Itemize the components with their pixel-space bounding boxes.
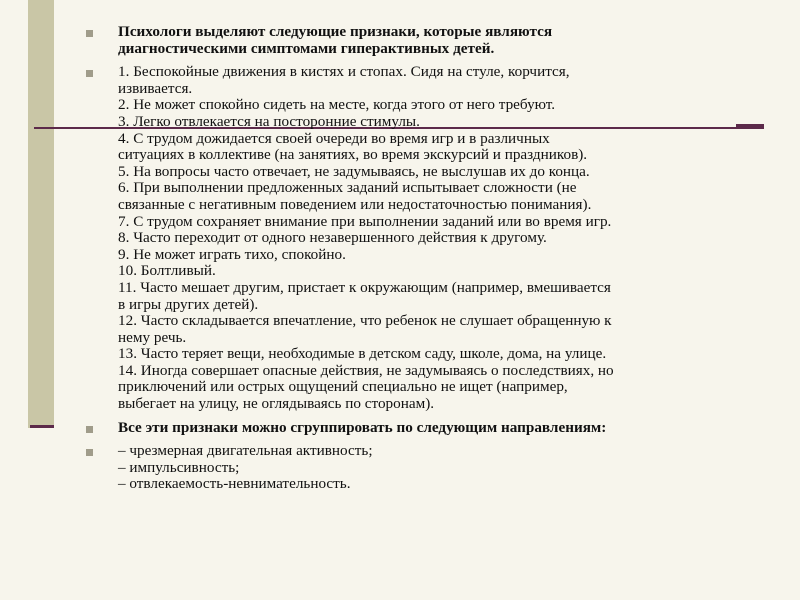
slide-content xyxy=(86,24,776,500)
text-line: нему речь. xyxy=(118,328,187,346)
text-line: 10. Болтливый. xyxy=(118,262,216,280)
text-line: 5. На вопросы часто отвечает, не задумываясь, не выслушав их до конца. xyxy=(118,162,590,180)
text-line: диагностическими симптомами гиперактивных детей. xyxy=(118,39,495,57)
text-line: 1. Беспокойные движения в кистях и стопах. Сидя на стуле, корчится, xyxy=(118,63,570,81)
bullet-square-icon xyxy=(86,70,93,77)
text-line: Все эти признаки можно сгруппировать по следующим направлениям: xyxy=(118,418,607,436)
text-line: – импульсивность; xyxy=(118,458,240,476)
bullet-square-icon xyxy=(86,426,93,433)
text-line: 3. Легко отвлекается на посторонние стимулы. xyxy=(118,112,420,130)
text-line: 6. При выполнении предложенных заданий испытывает сложности (не xyxy=(118,179,577,197)
text-line: приключений или острых ощущений специально не ищет (например, xyxy=(118,378,568,396)
text-line: извивается. xyxy=(118,79,193,97)
text-line: 11. Часто мешает другим, пристает к окружающим (например, вмешивается xyxy=(118,278,611,296)
bullet-symptom-list xyxy=(86,64,776,412)
text-line: 13. Часто теряет вещи, необходимые в детском саду, школе, дома, на улице. xyxy=(118,345,607,363)
text-line: в игры других детей). xyxy=(118,295,259,313)
bullet-group-list xyxy=(86,443,776,493)
text-line: 12. Часто складывается впечатление, что ребенок не слушает обращенную к xyxy=(118,312,612,330)
text-line: 7. С трудом сохраняет внимание при выполнении заданий или во время игр. xyxy=(118,212,612,230)
bullet-square-icon xyxy=(86,30,93,37)
text-line: 8. Часто переходит от одного незавершенного действия к другому. xyxy=(118,229,547,247)
bullet-heading-groups xyxy=(86,420,776,437)
text-line: 9. Не может играть тихо, спокойно. xyxy=(118,245,346,263)
text-line: связанные с негативным поведением или недостаточностью понимания). xyxy=(118,195,592,213)
bullet-square-icon xyxy=(86,449,93,456)
text-line: выбегает на улицу, не оглядываясь по сторонам). xyxy=(118,395,435,413)
text-line: 4. С трудом дожидается своей очереди во время игр и в различных xyxy=(118,129,550,147)
text-line: ситуациях в коллективе (на занятиях, во время экскурсий и праздников). xyxy=(118,146,588,164)
text-line: Психологи выделяют следующие признаки, которые являются xyxy=(118,23,553,40)
text-line: – чрезмерная двигательная активность; xyxy=(118,442,373,460)
text-line: 2. Не может спокойно сидеть на месте, когда этого от него требуют. xyxy=(118,96,556,114)
bullet-heading-symptoms xyxy=(86,24,776,57)
decorative-bottom-line xyxy=(30,425,54,428)
text-line: – отвлекаемость-невнимательность. xyxy=(118,475,351,493)
text-line: 14. Иногда совершает опасные действия, не задумываясь о последствиях, но xyxy=(118,361,614,379)
decorative-side-bar xyxy=(28,0,54,428)
